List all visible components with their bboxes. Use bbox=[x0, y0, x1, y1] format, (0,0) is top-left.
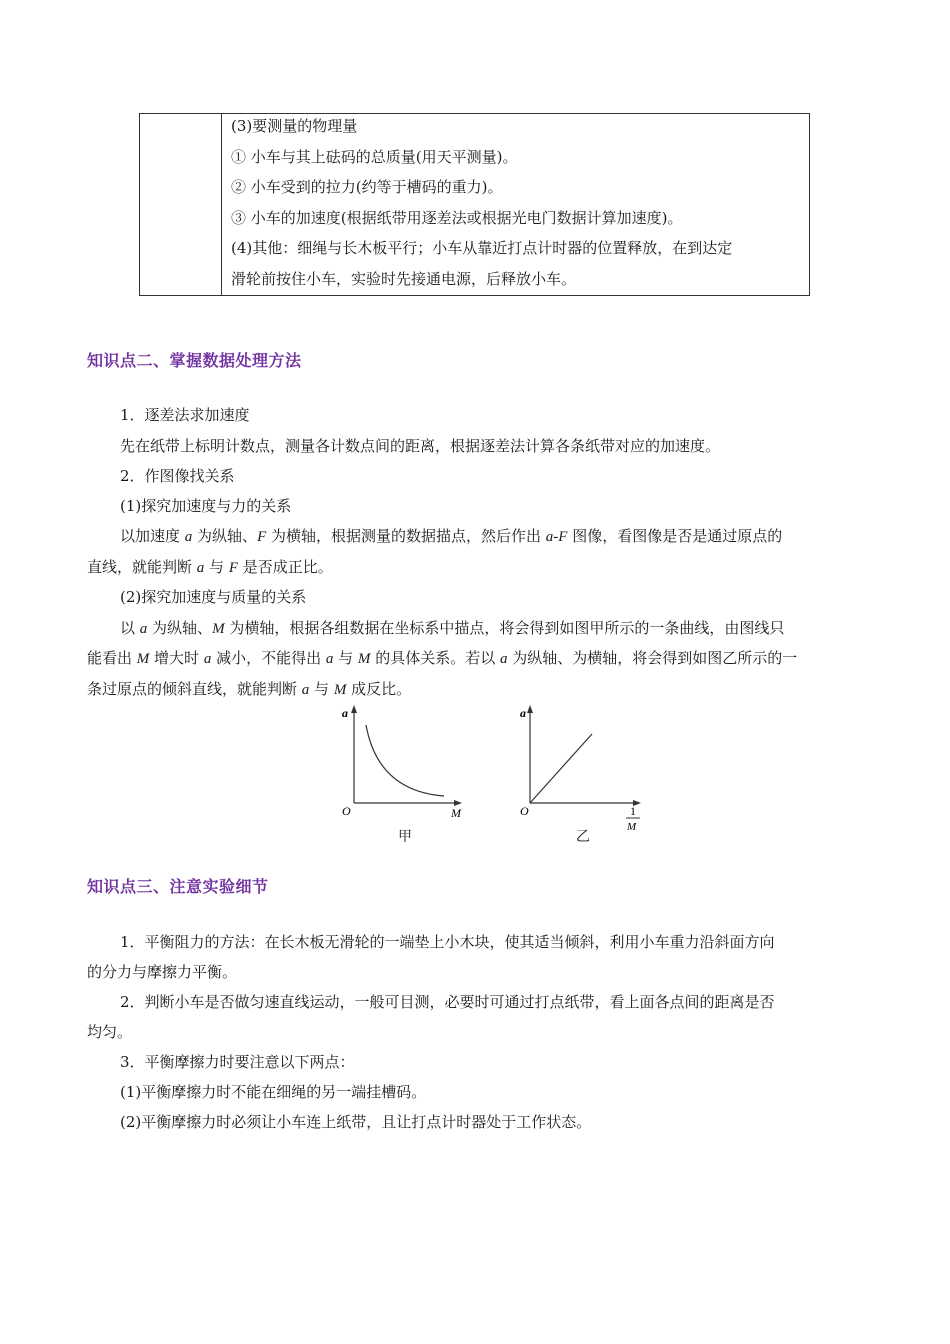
x-axis-label-numerator: 1 bbox=[630, 804, 636, 818]
table-row: (4)其他：细绳与长木板平行；小车从靠近打点计时器的位置释放，在到达定 bbox=[231, 239, 733, 257]
table-row: ② 小车受到的拉力(约等于槽码的重力)。 bbox=[231, 178, 503, 196]
s3-p1-line2: 的分力与摩擦力平衡。 bbox=[87, 963, 238, 981]
sub2-line2: 能看出 M 增大时 a 减小，不能得出 a 与 M 的具体关系。若以 a 为纵轴、为横轴，将会得到如图乙所示的一 bbox=[87, 649, 798, 667]
section-heading-3: 知识点三、注意实验细节 bbox=[87, 877, 269, 896]
inverse-curve bbox=[366, 725, 444, 796]
origin-label: O bbox=[342, 804, 351, 818]
item2-title: 2．作图像找关系 bbox=[120, 467, 235, 485]
experiment-table bbox=[139, 113, 810, 296]
table-left-column bbox=[140, 114, 222, 295]
sub1-line1: 以加速度 a 为纵轴、F 为横轴，根据测量的数据描点，然后作出 a-F 图像，看图像是否是通过原点的 bbox=[120, 527, 783, 545]
item1-body: 先在纸带上标明计数点，测量各计数点间的距离，根据逐差法计算各条纸带对应的加速度。 bbox=[120, 437, 721, 455]
y-axis-label: a bbox=[342, 706, 348, 720]
table-row: ① 小车与其上砝码的总质量(用天平测量)。 bbox=[231, 148, 518, 166]
figure-yi-graph bbox=[515, 703, 650, 838]
sub1-line2: 直线，就能判断 a 与 F 是否成正比。 bbox=[87, 558, 333, 576]
figure-jia-graph bbox=[338, 703, 468, 823]
s3-p2-line2: 均匀。 bbox=[87, 1023, 133, 1041]
item1-title: 1．逐差法求加速度 bbox=[120, 406, 250, 424]
sub1-title: (1)探究加速度与力的关系 bbox=[120, 497, 292, 515]
y-axis-arrow bbox=[351, 705, 357, 713]
table-row: 滑轮前按住小车，实验时先接通电源，后释放小车。 bbox=[231, 270, 577, 288]
proportional-line bbox=[530, 734, 592, 803]
origin-label: O bbox=[520, 804, 529, 818]
s3-p2-line1: 2．判断小车是否做匀速直线运动，一般可目测，必要时可通过打点纸带，看上面各点间的距离是否 bbox=[120, 993, 775, 1011]
y-axis-label: a bbox=[520, 706, 526, 720]
sub2-line1: 以 a 为纵轴、M 为横轴，根据各组数据在坐标系中描点，将会得到如图甲所示的一条曲线，由图线只 bbox=[120, 619, 785, 637]
figure-yi bbox=[515, 703, 650, 838]
table-row: (3)要测量的物理量 bbox=[231, 117, 358, 135]
s3-p3-2: (2)平衡摩擦力时必须让小车连上纸带，且让打点计时器处于工作状态。 bbox=[120, 1113, 592, 1131]
figure-jia-caption: 甲 bbox=[398, 829, 412, 845]
s3-p3: 3．平衡摩擦力时要注意以下两点： bbox=[120, 1053, 355, 1071]
table-row: ③ 小车的加速度(根据纸带用逐差法或根据光电门数据计算加速度)。 bbox=[231, 209, 683, 227]
x-axis-label: M bbox=[451, 806, 461, 820]
x-axis-label-denominator: M bbox=[627, 821, 637, 833]
s3-p1-line1: 1．平衡阻力的方法：在长木板无滑轮的一端垫上小木块，使其适当倾斜，利用小车重力沿斜面方向 bbox=[120, 933, 775, 951]
sub2-line3: 条过原点的倾斜直线，就能判断 a 与 M 成反比。 bbox=[87, 680, 412, 698]
y-axis-arrow bbox=[527, 705, 533, 713]
figure-jia bbox=[338, 703, 468, 823]
s3-p3-1: (1)平衡摩擦力时不能在细绳的另一端挂槽码。 bbox=[120, 1083, 427, 1101]
figure-yi-caption: 乙 bbox=[576, 829, 590, 845]
sub2-title: (2)探究加速度与质量的关系 bbox=[120, 588, 307, 606]
section-heading-2: 知识点二、掌握数据处理方法 bbox=[87, 351, 302, 370]
